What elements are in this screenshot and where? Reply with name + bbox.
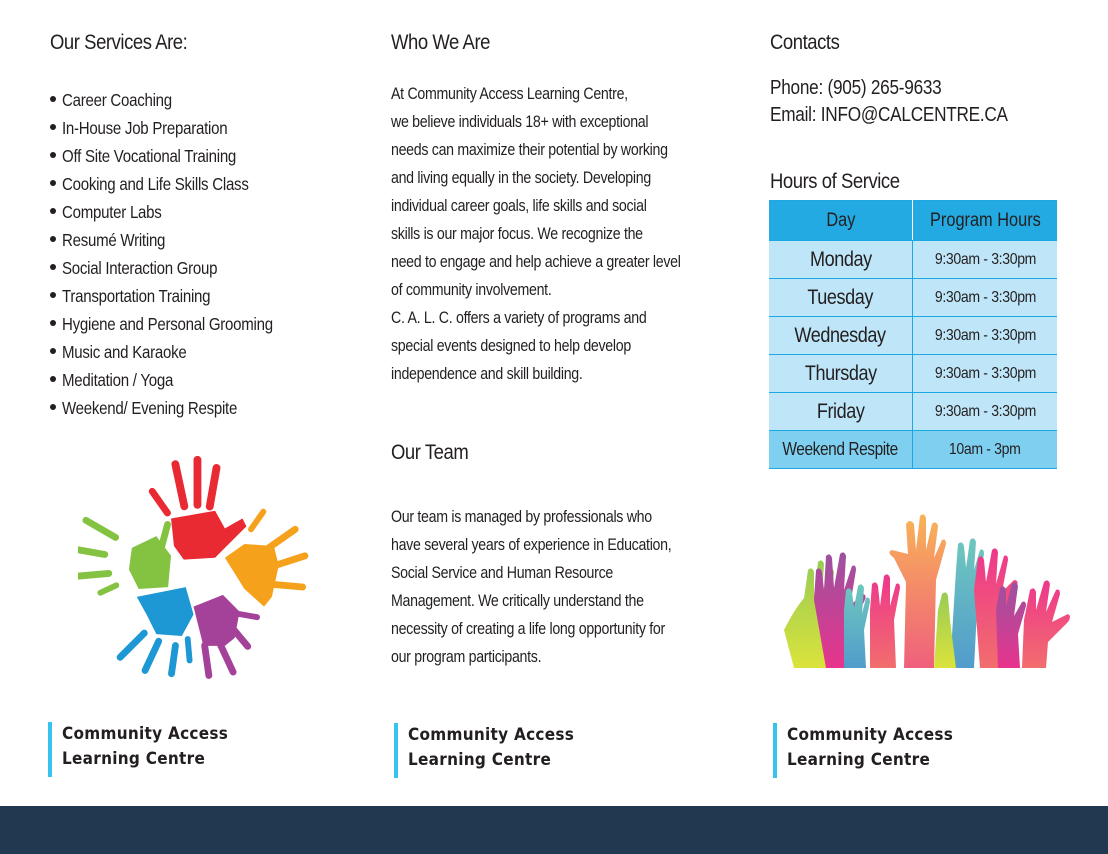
service-item: Cooking and Life Skills Class (50, 170, 307, 198)
hand-icon (996, 582, 1026, 668)
bullet-icon (50, 124, 56, 130)
our-team-heading: Our Team (391, 441, 469, 464)
service-item: In-House Job Preparation (50, 114, 307, 142)
bullet-icon (50, 180, 56, 186)
org-label: Community Access Learning Centre (773, 723, 972, 778)
table-row (769, 355, 1057, 393)
hours-cell: 10am - 3pm (913, 431, 1058, 469)
table-row (769, 393, 1057, 431)
hours-cell: 9:30am - 3:30pm (913, 317, 1058, 355)
day-cell: Thursday (769, 355, 913, 393)
service-item: Resumé Writing (50, 226, 307, 254)
phone-number[interactable]: Phone: (905) 265-9633 (770, 77, 942, 99)
table-row-weekend (769, 431, 1057, 469)
hours-cell: 9:30am - 3:30pm (913, 279, 1058, 317)
service-item: Meditation / Yoga (50, 366, 307, 394)
day-cell: Friday (769, 393, 913, 431)
bullet-icon (50, 152, 56, 158)
bullet-icon (50, 320, 56, 326)
service-item: Transportation Training (50, 282, 307, 310)
bottom-bar (0, 806, 1108, 854)
day-cell: Wednesday (769, 317, 913, 355)
table-row (769, 317, 1057, 355)
purple-hand-icon (194, 595, 261, 679)
contacts-heading: Contacts (770, 31, 840, 54)
bullet-icon (50, 404, 56, 410)
table-row (769, 279, 1057, 317)
hand-icon (870, 574, 900, 668)
hands-circle-illustration (78, 450, 313, 685)
services-list (50, 86, 307, 422)
header-program-hours: Program Hours (913, 201, 1058, 241)
bullet-icon (50, 348, 56, 354)
service-item: Weekend/ Evening Respite (50, 394, 307, 422)
day-cell: Weekend Respite (769, 431, 913, 469)
day-cell: Monday (769, 241, 913, 279)
service-item: Hygiene and Personal Grooming (50, 310, 307, 338)
header-day: Day (769, 201, 913, 241)
who-we-are-heading: Who We Are (391, 31, 490, 54)
org-label: Community Access Learning Centre (394, 723, 593, 778)
who-we-are-text: At Community Access Learning Centre, we believe individuals 18+ with exceptional needs can maximize their potential by working and living equally in the society. Developing individual career goals, life skills and social skills is our major focus. We recognize the need to engage and help achieve a greater level of community involvement. C. A. L. C. offers a variety of programs and special events designed to help develop independence and skill building. (391, 85, 681, 383)
service-item: Computer Labs (50, 198, 307, 226)
service-item: Career Coaching (50, 86, 307, 114)
service-item: Music and Karaoke (50, 338, 307, 366)
hours-table (769, 200, 1057, 469)
org-label: Community Access Learning Centre (48, 722, 247, 777)
hours-cell: 9:30am - 3:30pm (913, 393, 1058, 431)
our-team-text: Our team is managed by professionals who have several years of experience in Education, Social Service and Human Resource Management. We critically understand the necessity of creating a life long opportunity for our program participants. (391, 508, 672, 666)
hours-heading: Hours of Service (770, 170, 900, 193)
bullet-icon (50, 96, 56, 102)
service-item: Social Interaction Group (50, 254, 307, 282)
bullet-icon (50, 208, 56, 214)
email-address[interactable]: Email: INFO@CALCENTRE.CA (770, 104, 1008, 126)
blue-hand-icon (115, 587, 193, 677)
raised-hands-illustration (774, 510, 1074, 668)
hours-cell: 9:30am - 3:30pm (913, 241, 1058, 279)
day-cell: Tuesday (769, 279, 913, 317)
services-heading: Our Services Are: (50, 31, 188, 54)
service-item: Off Site Vocational Training (50, 142, 307, 170)
hours-cell: 9:30am - 3:30pm (913, 355, 1058, 393)
hand-icon (844, 584, 870, 668)
bullet-icon (50, 376, 56, 382)
table-row (769, 241, 1057, 279)
bullet-icon (50, 292, 56, 298)
green-hand-icon (78, 516, 172, 597)
hours-header-row (769, 201, 1057, 241)
bullet-icon (50, 264, 56, 270)
hand-icon (1022, 580, 1070, 668)
bullet-icon (50, 236, 56, 242)
